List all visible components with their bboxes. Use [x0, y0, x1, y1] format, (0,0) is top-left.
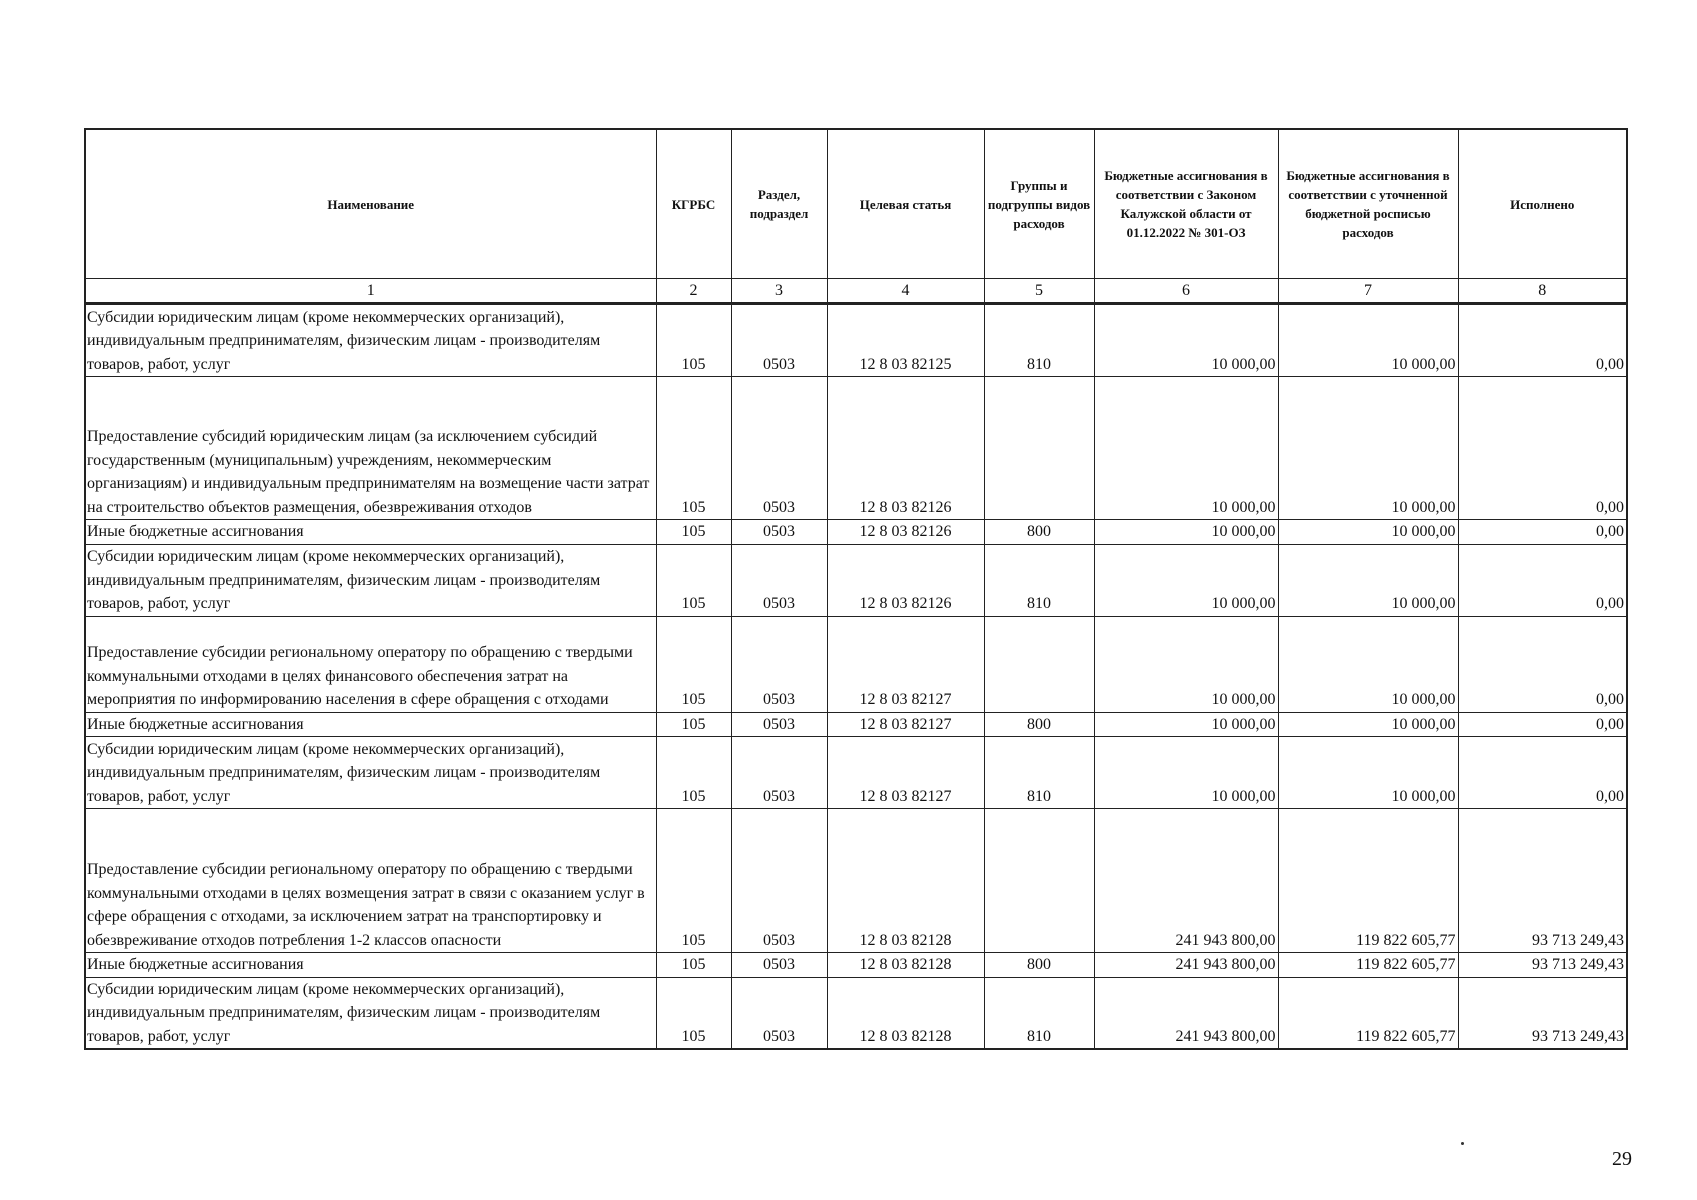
- row-kgrbs: 105: [656, 809, 731, 953]
- header-refined: Бюджетные ассигнования в соответствии с уточненной бюджетной росписью расходов: [1278, 129, 1458, 279]
- row-section: 0503: [731, 377, 827, 520]
- row-group: [984, 377, 1094, 520]
- row-executed-amount: 0,00: [1458, 377, 1627, 520]
- row-refined-amount: 10 000,00: [1278, 304, 1458, 377]
- row-refined-amount: 10 000,00: [1278, 544, 1458, 616]
- row-kgrbs: 105: [656, 977, 731, 1049]
- row-kgrbs: 105: [656, 953, 731, 978]
- row-section: 0503: [731, 304, 827, 377]
- row-kgrbs: 105: [656, 737, 731, 809]
- row-law-amount: 241 943 800,00: [1094, 977, 1278, 1049]
- row-refined-amount: 10 000,00: [1278, 377, 1458, 520]
- row-group: 800: [984, 712, 1094, 737]
- row-refined-amount: 10 000,00: [1278, 520, 1458, 545]
- column-number-row: [85, 279, 1627, 304]
- row-group: 810: [984, 304, 1094, 377]
- row-group: 800: [984, 520, 1094, 545]
- table-row: [85, 304, 1627, 377]
- row-target: 12 8 03 82126: [827, 520, 984, 545]
- row-group: 810: [984, 737, 1094, 809]
- row-kgrbs: 105: [656, 304, 731, 377]
- row-law-amount: 10 000,00: [1094, 520, 1278, 545]
- page-number: 29: [1612, 1148, 1632, 1170]
- row-law-amount: 10 000,00: [1094, 544, 1278, 616]
- row-law-amount: 10 000,00: [1094, 737, 1278, 809]
- column-number: 4: [827, 279, 984, 304]
- row-name: Предоставление субсидии региональному оператору по обращению с твердыми коммунальными отходами в целях финансового обеспечения затрат на мероприятия по информированию населения в сфере обращения с отходами: [85, 616, 656, 712]
- row-refined-amount: 10 000,00: [1278, 737, 1458, 809]
- row-group: 810: [984, 544, 1094, 616]
- column-number: 7: [1278, 279, 1458, 304]
- row-name: Субсидии юридическим лицам (кроме некоммерческих организаций), индивидуальным предпринимателям, физическим лицам - производителям товаров, работ, услуг: [85, 304, 656, 377]
- table-row: [85, 520, 1627, 545]
- row-law-amount: 10 000,00: [1094, 304, 1278, 377]
- row-name: Субсидии юридическим лицам (кроме некоммерческих организаций), индивидуальным предпринимателям, физическим лицам - производителям товаров, работ, услуг: [85, 737, 656, 809]
- row-section: 0503: [731, 737, 827, 809]
- row-target: 12 8 03 82126: [827, 544, 984, 616]
- row-kgrbs: 105: [656, 616, 731, 712]
- row-target: 12 8 03 82126: [827, 377, 984, 520]
- row-target: 12 8 03 82125: [827, 304, 984, 377]
- header-group: Группы и подгруппы видов расходов: [984, 129, 1094, 279]
- row-name: Предоставление субсидий юридическим лицам (за исключением субсидий государственным (муниципальным) учреждениям, некоммерческим организациям) и индивидуальным предпринимателям на возмещение части затрат на строительство объектов размещения, обезвреживания отходов: [85, 377, 656, 520]
- row-refined-amount: 119 822 605,77: [1278, 953, 1458, 978]
- header-target: Целевая статья: [827, 129, 984, 279]
- row-target: 12 8 03 82127: [827, 712, 984, 737]
- row-name: Иные бюджетные ассигнования: [85, 712, 656, 737]
- row-kgrbs: 105: [656, 544, 731, 616]
- table-row: [85, 616, 1627, 712]
- row-executed-amount: 0,00: [1458, 712, 1627, 737]
- row-executed-amount: 0,00: [1458, 304, 1627, 377]
- table-row: [85, 377, 1627, 520]
- table-row: [85, 953, 1627, 978]
- row-target: 12 8 03 82128: [827, 977, 984, 1049]
- row-target: 12 8 03 82128: [827, 809, 984, 953]
- header-name: Наименование: [85, 129, 656, 279]
- row-executed-amount: 0,00: [1458, 616, 1627, 712]
- header-section: Раздел, подраздел: [731, 129, 827, 279]
- row-executed-amount: 93 713 249,43: [1458, 809, 1627, 953]
- header-law: Бюджетные ассигнования в соответствии с Законом Калужской области от 01.12.2022 № 301-ОЗ: [1094, 129, 1278, 279]
- row-kgrbs: 105: [656, 520, 731, 545]
- table-row: [85, 977, 1627, 1049]
- table-row: [85, 737, 1627, 809]
- row-name: Субсидии юридическим лицам (кроме некоммерческих организаций), индивидуальным предпринимателям, физическим лицам - производителям товаров, работ, услуг: [85, 977, 656, 1049]
- row-group: 800: [984, 953, 1094, 978]
- row-executed-amount: 0,00: [1458, 737, 1627, 809]
- row-group: [984, 809, 1094, 953]
- row-executed-amount: 93 713 249,43: [1458, 953, 1627, 978]
- row-law-amount: 10 000,00: [1094, 616, 1278, 712]
- header-kgrbs: КГРБС: [656, 129, 731, 279]
- row-kgrbs: 105: [656, 712, 731, 737]
- row-executed-amount: 0,00: [1458, 544, 1627, 616]
- row-executed-amount: 93 713 249,43: [1458, 977, 1627, 1049]
- stray-dot-mark: [1461, 1142, 1464, 1145]
- row-section: 0503: [731, 544, 827, 616]
- row-section: 0503: [731, 953, 827, 978]
- column-number: 6: [1094, 279, 1278, 304]
- header-row: [85, 129, 1627, 279]
- column-number: 1: [85, 279, 656, 304]
- header-executed: Исполнено: [1458, 129, 1627, 279]
- row-refined-amount: 10 000,00: [1278, 616, 1458, 712]
- row-name: Иные бюджетные ассигнования: [85, 953, 656, 978]
- row-kgrbs: 105: [656, 377, 731, 520]
- row-section: 0503: [731, 616, 827, 712]
- row-name: Иные бюджетные ассигнования: [85, 520, 656, 545]
- row-group: 810: [984, 977, 1094, 1049]
- row-section: 0503: [731, 520, 827, 545]
- row-law-amount: 241 943 800,00: [1094, 953, 1278, 978]
- column-number: 3: [731, 279, 827, 304]
- row-section: 0503: [731, 809, 827, 953]
- row-law-amount: 10 000,00: [1094, 712, 1278, 737]
- row-law-amount: 241 943 800,00: [1094, 809, 1278, 953]
- row-name: Субсидии юридическим лицам (кроме некоммерческих организаций), индивидуальным предпринимателям, физическим лицам - производителям товаров, работ, услуг: [85, 544, 656, 616]
- row-section: 0503: [731, 712, 827, 737]
- row-refined-amount: 119 822 605,77: [1278, 809, 1458, 953]
- table-row: [85, 712, 1627, 737]
- budget-table: [84, 128, 1628, 1050]
- row-target: 12 8 03 82127: [827, 616, 984, 712]
- row-target: 12 8 03 82128: [827, 953, 984, 978]
- row-refined-amount: 10 000,00: [1278, 712, 1458, 737]
- column-number: 5: [984, 279, 1094, 304]
- table-row: [85, 809, 1627, 953]
- row-executed-amount: 0,00: [1458, 520, 1627, 545]
- table-row: [85, 544, 1627, 616]
- row-section: 0503: [731, 977, 827, 1049]
- row-target: 12 8 03 82127: [827, 737, 984, 809]
- column-number: 8: [1458, 279, 1627, 304]
- row-group: [984, 616, 1094, 712]
- column-number: 2: [656, 279, 731, 304]
- row-law-amount: 10 000,00: [1094, 377, 1278, 520]
- row-name: Предоставление субсидии региональному оператору по обращению с твердыми коммунальными отходами в целях возмещения затрат в связи с оказанием услуг в сфере обращения с отходами, за исключением затрат на транспортировку и обезвреживание отходов потребления 1-2 классов опасности: [85, 809, 656, 953]
- row-refined-amount: 119 822 605,77: [1278, 977, 1458, 1049]
